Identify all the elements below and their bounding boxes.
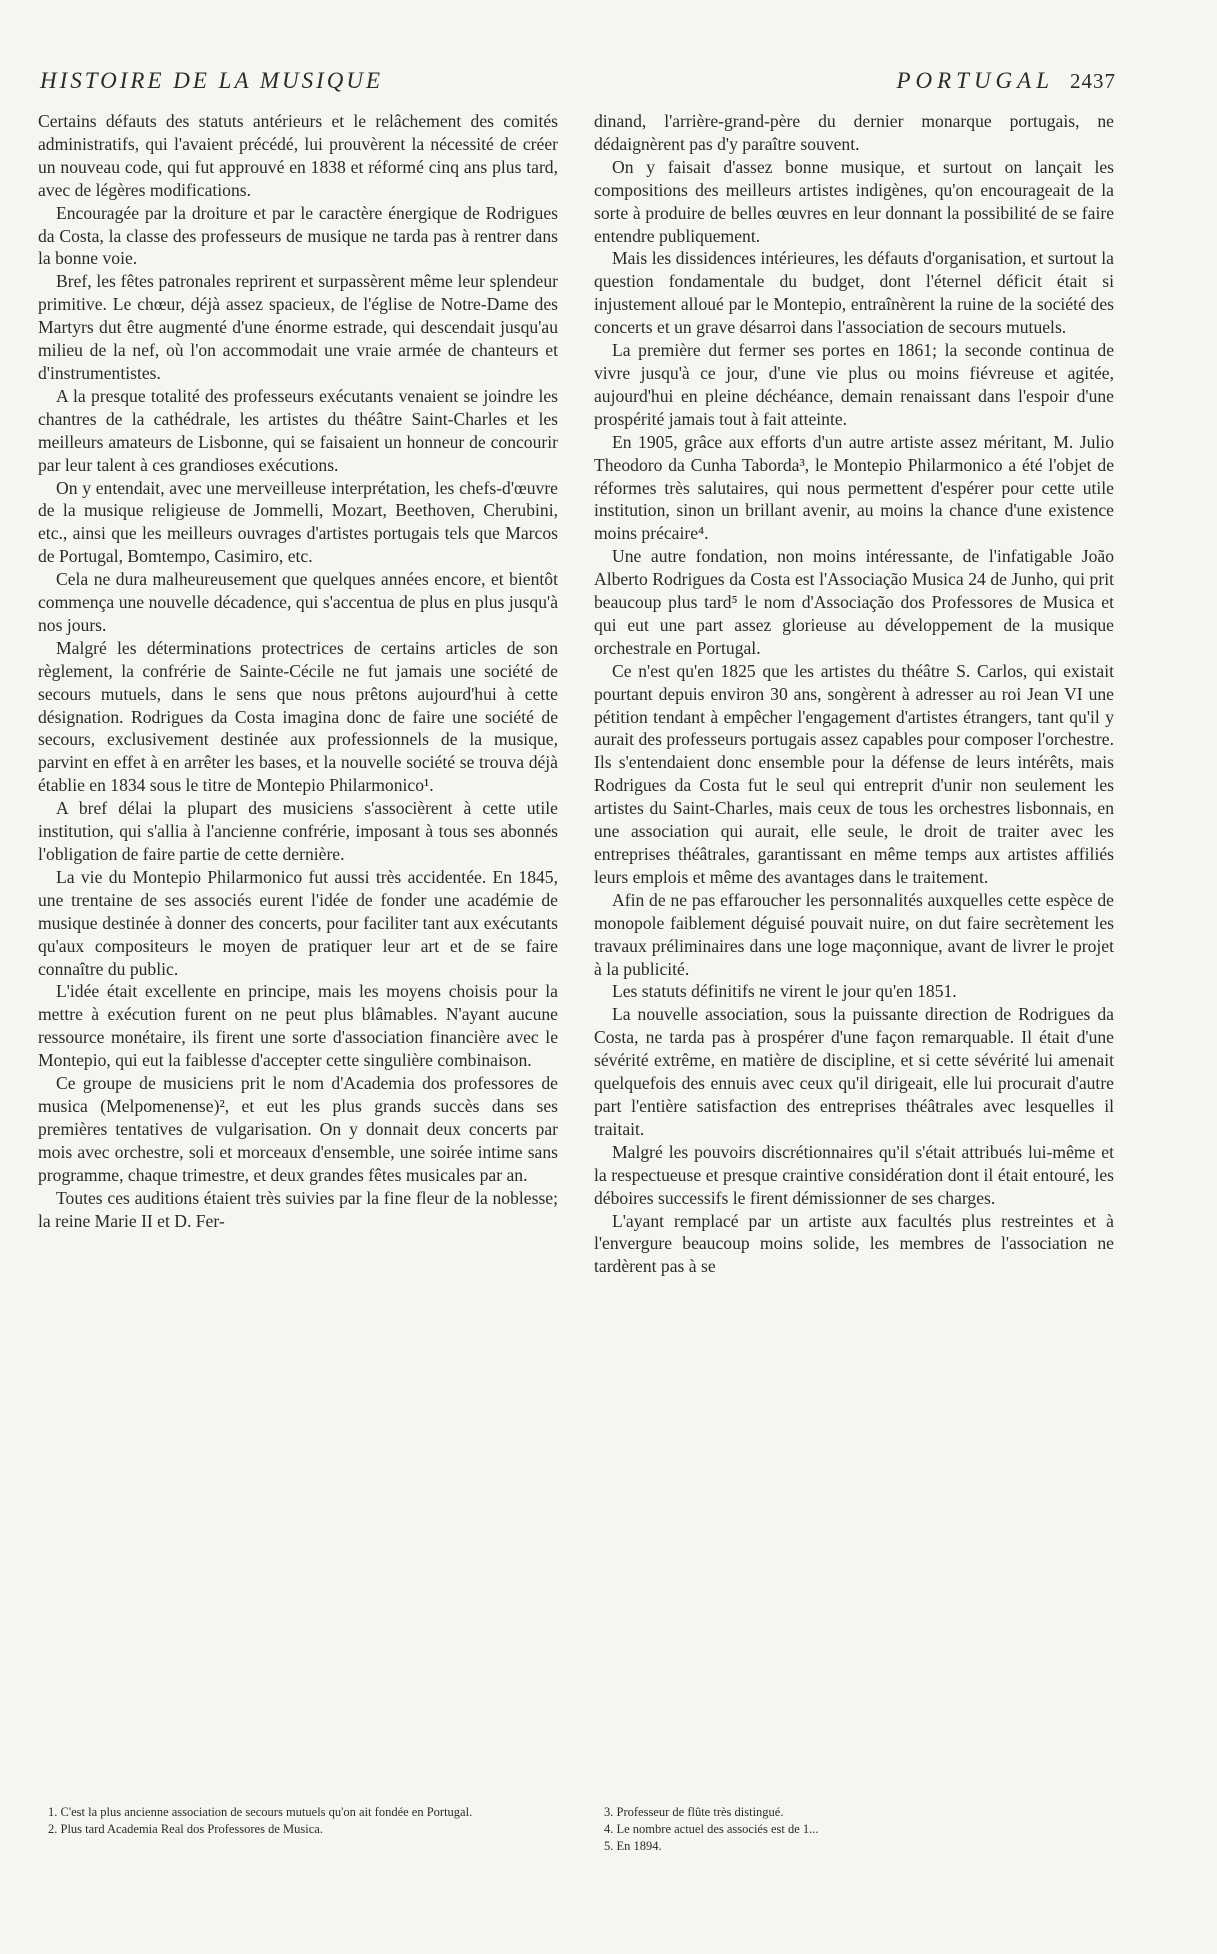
paragraph: Afin de ne pas effaroucher les personnalités auxquelles cette espèce de monopole faiblement déguisé pouvait nuire, on dut faire secrètement les travaux préliminaires dans une loge maçonnique, avant de livrer le projet à la publicité. (594, 889, 1114, 979)
paragraph: Toutes ces auditions étaient très suivies par la fine fleur de la noblesse; la reine Marie II et D. Fer- (38, 1187, 558, 1231)
paragraph: L'idée était excellente en principe, mais les moyens choisis pour la mettre à exécution furent on ne peut plus blâmables. N'ayant aucune ressource monétaire, ils firent une sorte d'association financière avec le Montepio, qui eut la faiblesse d'accepter cette singulière combinaison. (38, 981, 558, 1071)
footnote: 2. Plus tard Academia Real dos Professores de Musica. (48, 1822, 323, 1836)
paragraph: La nouvelle association, sous la puissante direction de Rodrigues da Costa, ne tarda pas à prospérer d'une façon remarquable. Il était d'une sévérité extrême, en matière de discipline, et si cette sévérité lui amenait quelquefois des ennuis avec ceux qu'il dirigeait, elle lui procurait d'autre part l'entière satisfaction des entreprises théâtrales avec lesquelles il traitait. (594, 1004, 1114, 1139)
paragraph: L'ayant remplacé par un artiste aux facultés plus restreintes et à l'envergure beaucoup moins solide, les membres de l'association ne tardèrent pas à se (594, 1210, 1114, 1277)
footnotes-right (594, 1804, 1114, 1855)
paragraph: Malgré les déterminations protectrices de certains articles de son règlement, la confrérie de Sainte-Cécile ne fut jamais une société de secours mutuels, dans le sens que nous prêtons aujourd'hui à cette désignation. Rodrigues da Costa imagina donc de faire une société de secours, exclusivement destinée aux professionnels de la musique, parvint en effet à en arrêter les bases, et la nouvelle société se trouva déjà établie en 1834 sous le titre de Montepio Philarmonico¹. (38, 637, 558, 796)
paragraph: Bref, les fêtes patronales reprirent et surpassèrent même leur splendeur primitive. Le chœur, déjà assez spacieux, de l'église de Notre-Dame des Martyrs dut être augmenté d'une énorme estrade, qui descendait jusqu'au milieu de la nef, où l'on accommodait une vraie armée de chanteurs et d'instrumentistes. (38, 271, 558, 383)
paragraph: dinand, l'arrière-grand-père du dernier monarque portugais, ne dédaignèrent pas d'y paraître souvent. (594, 111, 1114, 154)
page-number: 2437 (1070, 69, 1116, 93)
page (38, 68, 1118, 1868)
paragraph: Encouragée par la droiture et par le caractère énergique de Rodrigues da Costa, la classe des professeurs de musique ne tarda pas à rentrer dans la bonne voie. (38, 202, 558, 269)
paragraph: A la presque totalité des professeurs exécutants venaient se joindre les chantres de la cathédrale, les artistes du théâtre Saint-Charles et les meilleurs amateurs de Lisbonne, qui se faisaient un honneur de concourir par leur talent à ces grandioses exécutions. (38, 385, 558, 475)
running-title-portugal: PORTUGAL (896, 68, 1054, 93)
paragraph: Certains défauts des statuts antérieurs et le relâchement des comités administratifs, qui l'avaient précédé, lui prouvèrent la nécessité de créer un nouveau code, qui fut approuvé en 1838 et réformé cinq ans plus tard, avec de légères modifications. (38, 111, 558, 200)
paragraph: Ce n'est qu'en 1825 que les artistes du théâtre S. Carlos, qui existait pourtant depuis environ 30 ans, songèrent à adresser au roi Jean VI une pétition tendant à empêcher l'engagement d'artistes étrangers, tant qu'il y aurait des professeurs portugais assez capables pour composer l'orchestre. Ils s'entendaient donc ensemble pour la défense de leurs intérêts, mais Rodrigues da Costa fut le seul qui entreprit d'unir non seulement les artistes du Saint-Charles, mais ceux de tous les orchestres lisbonnais, en une association qui aurait, elle seule, le droit de traiter avec les entreprises théâtrales, garantissant en même temps aux artistes affiliés leurs emplois et même des avantages dans le traitement. (594, 660, 1114, 887)
paragraph: A bref délai la plupart des musiciens s'associèrent à cette utile institution, qui s'allia à l'ancienne confrérie, imposant à tous ses abonnés l'obligation de faire partie de cette dernière. (38, 798, 558, 864)
paragraph: Les statuts définitifs ne virent le jour qu'en 1851. (612, 981, 957, 1002)
running-title-right (896, 68, 1116, 94)
paragraph: Malgré les pouvoirs discrétionnaires qu'il s'était attribués lui-même et la respectueuse et presque craintive considération dont il était entouré, les déboires successifs le firent démissionner de ses charges. (594, 1141, 1114, 1208)
paragraph: La première dut fermer ses portes en 1861; la seconde continua de vivre jusqu'à ce jour, d'une vie plus ou moins fiévreuse et agitée, aujourd'hui en pleine déchéance, demain renaissant dans l'espoir d'une prospérité jamais tout à fait atteinte. (594, 340, 1114, 429)
paragraph: La vie du Montepio Philarmonico fut aussi très accidentée. En 1845, une trentaine de ses associés eurent l'idée de fonder une académie de musique destinée à donner des concerts, pour faciliter tant aux exécutants qu'aux compositeurs le moyen de pratiquer leur art et de se faire connaître du public. (38, 866, 558, 979)
paragraph: Une autre fondation, non moins intéressante, de l'infatigable João Alberto Rodrigues da Costa est l'Associação Musica 24 de Junho, qui prit beaucoup plus tard⁵ le nom d'Associação dos Professores de Musica et qui eut une part assez glorieuse au développement de la musique orchestrale en Portugal. (594, 546, 1114, 658)
paragraph: Ce groupe de musiciens prit le nom d'Academia dos professores de musica (Melpomenense)², et eut les plus grands succès dans ses premières tentatives de vulgarisation. On y donnait deux concerts par mois avec orchestre, soli et morceaux d'ensemble, une soirée intime sans programme, chaque trimestre, et deux grandes fêtes musicales par an. (38, 1073, 558, 1185)
paragraph: En 1905, grâce aux efforts d'un autre artiste assez méritant, M. Julio Theodoro da Cunha Taborda³, le Montepio Philarmonico a été l'objet de réformes très salutaires, qui nous permettent d'espérer pour cette utile institution, sinon un brillant avenir, au moins la chance d'une existence moins précaire⁴. (594, 431, 1114, 544)
running-header (40, 68, 1116, 104)
footnote: 1. C'est la plus ancienne association de secours mutuels qu'on ait fondée en Portugal. (48, 1805, 473, 1819)
running-title-left: HISTOIRE DE LA MUSIQUE (40, 68, 384, 93)
paragraph: Cela ne dura malheureusement que quelques années encore, et bientôt commença une nouvelle décadence, qui s'accentua de plus en plus jusqu'à nos jours. (38, 569, 558, 635)
footnote: 4. Le nombre actuel des associés est de 1... (604, 1822, 819, 1836)
paragraph: On y faisait d'assez bonne musique, et surtout on lançait les compositions des meilleurs artistes indigènes, qu'on encourageait de la sorte à produire de belles œuvres en leur donnant la possibilité de se faire entendre publiquement. (594, 156, 1114, 246)
paragraph: Mais les dissidences intérieures, les défauts d'organisation, et surtout la question fondamentale du budget, dont l'éternel déficit était si injustement alloué par le Montepio, entraînèrent la ruine de la société des concerts et un grave désarroi dans l'association de secours mutuels. (594, 248, 1114, 338)
footnote: 3. Professeur de flûte très distingué. (604, 1805, 784, 1819)
right-column (594, 110, 1114, 1802)
left-column (38, 110, 558, 1802)
footnote: 5. En 1894. (604, 1839, 662, 1853)
paragraph: On y entendait, avec une merveilleuse interprétation, les chefs-d'œuvre de la musique religieuse de Jommelli, Mozart, Beethoven, Cherubini, etc., ainsi que les meilleurs ouvrages d'artistes portugais tels que Marcos de Portugal, Bomtempo, Casimiro, etc. (38, 477, 558, 567)
footnotes-left (38, 1804, 558, 1838)
